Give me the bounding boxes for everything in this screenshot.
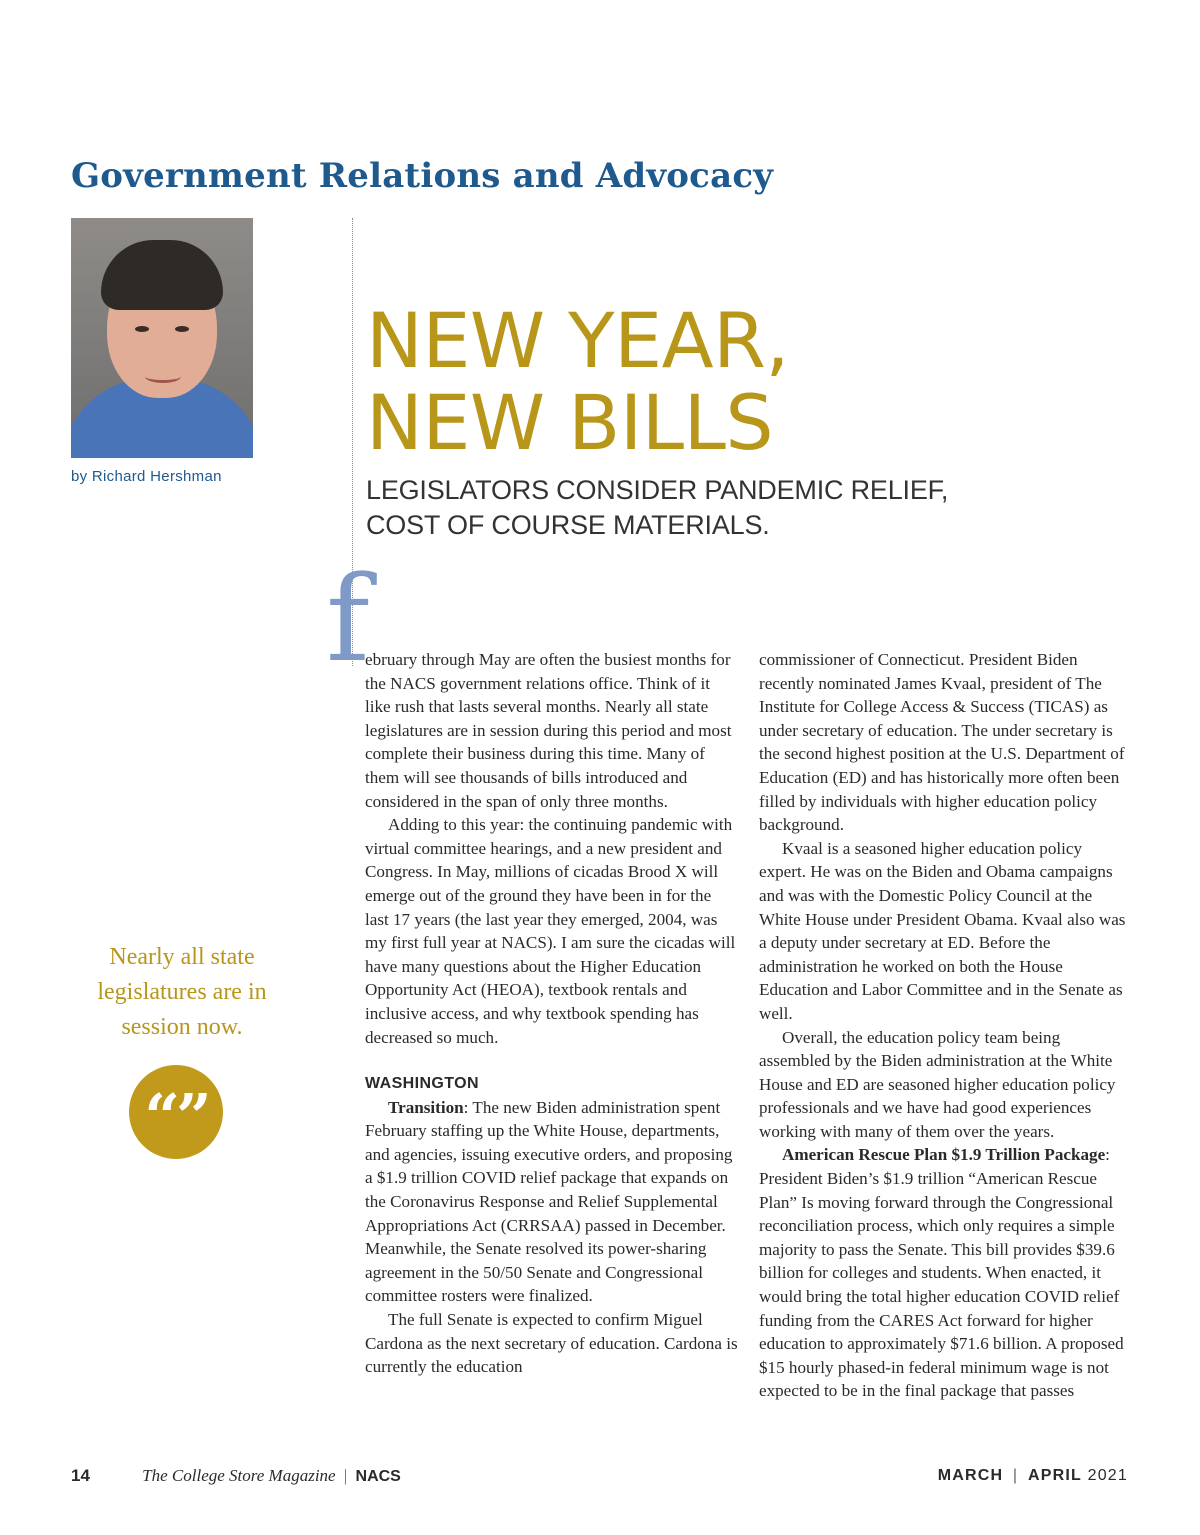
run-in-head: Transition (388, 1097, 464, 1117)
run-in-head: American Rescue Plan $1.9 Trillion Package (782, 1145, 1106, 1165)
paragraph: Adding to this year: the continuing pandemic with virtual committee hearings, and a new president and Congress. In May, millions of cicadas Brood X will emerge out of the ground they have been in for the last 17 years (the last year they emerged, 2004, was my first full year at NACS). I am sure the cicadas will have many questions about the Higher Education Opportunity Act (HEOA), textbook rentals and inclusive access, and why textbook spending has decreased so much. (365, 815, 736, 1047)
subheadline-line-1: LEGISLATORS CONSIDER PANDEMIC RELIEF, (366, 475, 949, 505)
org-name: NACS (355, 1468, 401, 1485)
section-title: Government Relations and Advocacy (71, 156, 774, 196)
paragraph: Kvaal is a seasoned higher education policy expert. He was on the Biden and Obama campaigns and was with the Domestic Policy Council at the White House under President Obama. Kvaal also was a deputy under secretary at ED. Before the administration he worked on both the House Education and Labor Committee and in the Senate as well. (759, 838, 1126, 1023)
section-subhead: WASHINGTON (365, 1075, 479, 1093)
issue-month-1: MARCH (937, 1467, 1004, 1484)
quote-icon: “” (129, 1065, 223, 1159)
issue-month-2: APRIL (1027, 1467, 1082, 1484)
magazine-title: The College Store Magazine (142, 1466, 336, 1485)
headline-line-1: NEW YEAR, (366, 296, 790, 385)
headline (366, 296, 790, 467)
headline-line-2: NEW BILLS (366, 378, 774, 467)
article-column-2 (759, 648, 1133, 1403)
paragraph (365, 1096, 739, 1308)
issue-year: 2021 (1087, 1467, 1128, 1484)
footer-left (71, 1466, 401, 1486)
pull-quote-line-1: Nearly all state (109, 944, 255, 970)
paragraph: ebruary through May are often the busiest months for the NACS government relations office. Think of it like rush that lasts several months. Nearly all state legislatures are in session during this period and most complete their business during this time. Many of them will see thousands of bills introduced and considered in the span of only three months. (365, 650, 732, 811)
paragraph-body: : The new Biden administration spent February staffing up the White House, departments, and agencies, issuing executive orders, and proposing a $1.9 trillion COVID relief package that expands on the Coronavirus Response and Relief Supplemental Appropriations Act (CRRSAA) passed in December. Meanwhile, the Senate resolved its power-sharing agreement in the 50/50 Senate and Congressional committee rosters were finalized. (365, 1097, 733, 1306)
paragraph (759, 1143, 1133, 1403)
footer-separator: | (1012, 1467, 1019, 1484)
paragraph-body: : President Biden’s $1.9 trillion “American Rescue Plan” Is moving forward through the Congressional reconciliation process, which only requires a simple majority to pass the Senate. This bill provides $39.6 billion for colleges and students. When enacted, it would bring the total higher education COVID relief funding from the CARES Act forward for higher education to approximately $71.6 billion. A proposed $15 hourly phased-in federal minimum wage is not expected to be in the final package that passes (759, 1145, 1124, 1401)
drop-cap: f (326, 550, 370, 688)
article-column-1 (365, 648, 739, 1379)
subheadline-line-2: COST OF COURSE MATERIALS. (366, 510, 770, 540)
footer-right (938, 1467, 1128, 1485)
paragraph: commissioner of Connecticut. President Biden recently nominated James Kvaal, president of The Institute for College Access & Success (TICAS) as under secretary of education. The under secretary is the second highest position at the U.S. Department of Education (ED) and has historically more often been filled by individuals with higher education policy background. (759, 650, 1125, 835)
byline: by Richard Hershman (71, 468, 222, 485)
subheadline (366, 473, 948, 543)
footer-separator: | (343, 1466, 348, 1485)
paragraph: The full Senate is expected to confirm Miguel Cardona as the next secretary of education. Cardona is currently the education (365, 1310, 738, 1377)
author-photo (71, 218, 253, 458)
page-number: 14 (71, 1466, 90, 1485)
pull-quote-line-3: session now. (121, 1014, 243, 1040)
pull-quote-line-2: legislatures are in (97, 979, 267, 1005)
pull-quote (72, 940, 292, 1045)
paragraph: Overall, the education policy team being assembled by the Biden administration at the White House and ED are seasoned higher education policy professionals and we have had good experiences working with many of them over the years. (759, 1027, 1116, 1141)
